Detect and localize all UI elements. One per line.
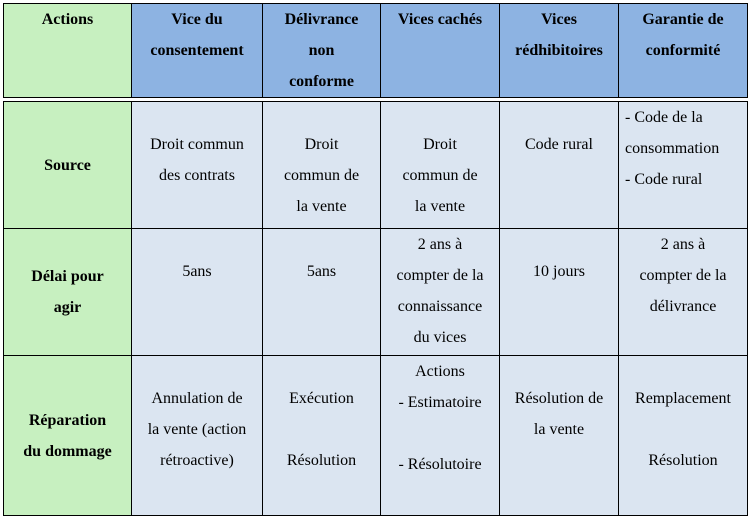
cell-line: la vente — [414, 198, 466, 215]
cell-reparation-vices-caches — [381, 356, 500, 516]
cell-line: commun de — [283, 167, 360, 184]
row-label-line: Délai pour — [31, 268, 104, 285]
header-vices-caches — [381, 4, 500, 98]
cell-line: consommation — [625, 140, 720, 157]
comparison-table — [3, 3, 748, 516]
header-line: conformité — [645, 42, 721, 59]
cell-delai-garantie — [619, 229, 748, 356]
cell-delai-delivrance — [263, 229, 381, 356]
cell-delai-vices-redhibitoires — [500, 229, 619, 356]
cell-line: Droit — [304, 136, 339, 153]
row-label-line: Source — [44, 156, 91, 174]
header-line: non — [308, 42, 335, 59]
cell-line: la vente (action — [147, 421, 247, 438]
cell-line: Résolution de — [514, 390, 604, 407]
cell-line: 10 jours — [533, 263, 585, 280]
cell-delai-vices-caches — [381, 229, 500, 356]
cell-line: commun de — [402, 167, 478, 184]
cell-line: la vente — [296, 198, 347, 215]
cell-line: - Résolutoire — [398, 456, 482, 473]
table-row-reparation — [4, 356, 748, 516]
row-label-source — [4, 102, 132, 229]
cell-line — [622, 414, 744, 445]
header-line: Vices — [541, 11, 577, 28]
cell-source-garantie — [619, 102, 748, 229]
header-line: Vice du — [171, 11, 223, 28]
cell-line: rétroactive) — [160, 452, 234, 469]
row-label-line: du dommage — [23, 442, 112, 460]
cell-line: 2 ans à — [660, 236, 706, 253]
cell-source-vice-consentement — [132, 102, 263, 229]
cell-line: 5ans — [306, 263, 337, 280]
header-garantie-conformite — [619, 4, 748, 98]
cell-reparation-delivrance — [263, 356, 381, 516]
cell-line: Annulation de — [151, 390, 243, 407]
cell-line: des contrats — [159, 167, 235, 184]
cell-line: du vices — [413, 329, 467, 346]
cell-line: Résolution — [648, 452, 718, 469]
table-row-delai — [4, 229, 748, 356]
cell-line: 2 ans à — [417, 236, 463, 253]
header-row — [4, 4, 748, 98]
cell-source-vices-redhibitoires — [500, 102, 619, 229]
header-corner-label: Actions — [41, 11, 94, 28]
cell-line: compter de la — [639, 267, 727, 284]
cell-source-delivrance — [263, 102, 381, 229]
cell-line: Exécution — [289, 390, 354, 407]
cell-reparation-garantie — [619, 356, 748, 516]
header-line: Vices cachés — [397, 11, 483, 28]
cell-reparation-vice-consentement — [132, 356, 263, 516]
cell-line: délivrance — [649, 298, 717, 315]
cell-line: Remplacement — [635, 390, 731, 407]
cell-line: 5ans — [182, 263, 212, 280]
header-line: Garantie de — [642, 11, 724, 28]
header-vices-redhibitoires — [500, 4, 619, 98]
row-label-line: agir — [53, 299, 82, 316]
header-line: rédhibitoires — [515, 42, 603, 59]
header-line: conforme — [289, 73, 354, 90]
cell-line: connaissance — [397, 298, 483, 315]
cell-line — [266, 414, 377, 445]
header-vice-consentement — [132, 4, 263, 98]
header-line: Délivrance — [284, 11, 359, 28]
cell-line: - Code rural — [625, 171, 703, 188]
cell-line: Actions — [415, 363, 465, 380]
cell-source-vices-caches — [381, 102, 500, 229]
cell-delai-vice-consentement — [132, 229, 263, 356]
header-line: consentement — [150, 42, 244, 59]
cell-line: - Code de la — [625, 109, 703, 126]
cell-line — [384, 418, 496, 449]
header-delivrance-non-conforme — [263, 4, 381, 98]
cell-line: Droit — [423, 136, 457, 153]
cell-line: - Estimatoire — [398, 394, 482, 411]
cell-line: compter de la — [396, 267, 484, 284]
cell-reparation-vices-redhibitoires — [500, 356, 619, 516]
row-label-line: Réparation — [28, 411, 107, 429]
row-label-delai — [4, 229, 132, 356]
cell-line: Code rural — [525, 136, 593, 153]
row-label-reparation — [4, 356, 132, 516]
cell-line: Droit commun — [150, 136, 244, 153]
table-row-source — [4, 102, 748, 229]
cell-line: Résolution — [286, 452, 357, 469]
cell-line: la vente — [533, 421, 585, 438]
header-corner-actions — [4, 4, 132, 98]
